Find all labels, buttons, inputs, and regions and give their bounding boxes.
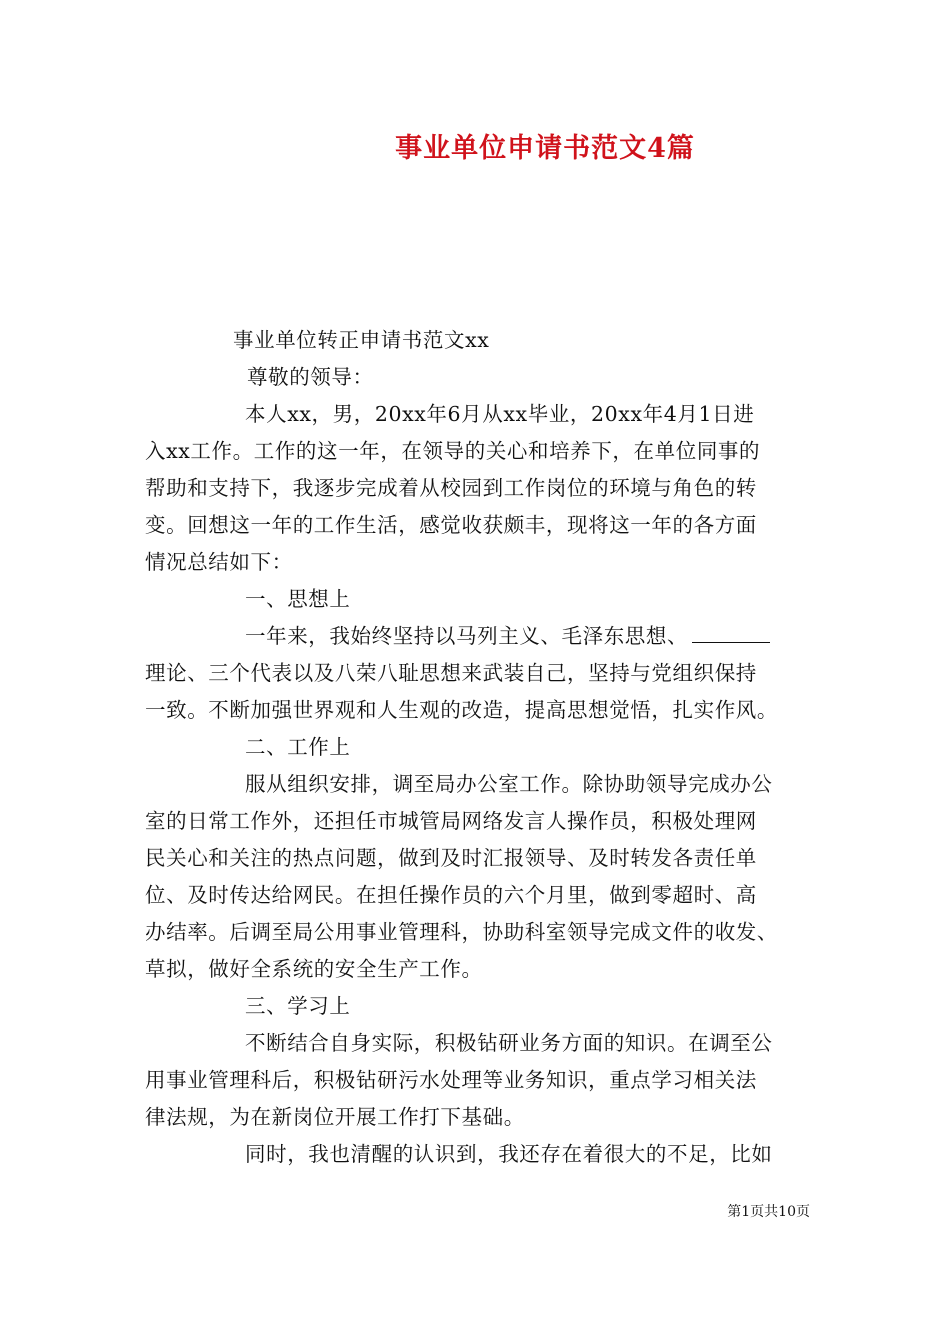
paragraph-line [145,618,810,655]
paragraph-line: 帮助和支持下，我逐步完成着从校园到工作岗位的环境与角色的转 [145,476,757,500]
paragraph-line: 律法规，为在新岗位开展工作打下基础。 [145,1105,525,1129]
paragraph-line: 理论、三个代表以及八荣八耻思想来武装自己，坚持与党组织保持 [145,661,757,685]
document-body [145,322,810,1173]
paragraph-line: 草拟，做好全系统的安全生产工作。 [145,957,483,981]
paragraph-line: 入xx工作。工作的这一年，在领导的关心和培养下，在单位同事的 [145,439,761,463]
paragraph-line: 变。回想这一年的工作生活，感觉收获颇丰，现将这一年的各方面 [145,513,757,537]
paragraph-line: 民关心和关注的热点问题，做到及时汇报领导、及时转发各责任单 [145,846,757,870]
section-heading: 一、思想上 [245,587,351,611]
paragraph-line: 本人xx，男，20xx年6月从xx毕业，20xx年4月1日进 [245,402,755,426]
paragraph-line: 一致。不断加强世界观和人生观的改造，提高思想觉悟，扎实作风。 [145,698,778,722]
paragraph-line: 不断结合自身实际，积极钻研业务方面的知识。在调至公 [245,1031,773,1055]
document-title: 事业单位申请书范文4篇 [395,133,695,164]
paragraph-line: 办结率。后调至局公用事业管理科，协助科室领导完成文件的收发、 [145,920,778,944]
paragraph-line: 情况总结如下： [145,550,293,574]
section-heading: 三、学习上 [245,994,351,1018]
section-heading: 二、工作上 [245,735,351,759]
paragraph-text: 一年来，我始终坚持以马列主义、毛泽东思想、 [245,624,689,648]
paragraph-line: 同时，我也清醒的认识到，我还存在着很大的不足，比如 [245,1142,773,1166]
greeting: 尊敬的领导： [247,365,374,389]
paragraph-line: 用事业管理科后，积极钻研污水处理等业务知识，重点学习相关法 [145,1068,757,1092]
blank-underline [692,620,770,643]
subtitle: 事业单位转正申请书范文xx [233,328,490,352]
paragraph-line: 服从组织安排，调至局办公室工作。除协助领导完成办公 [245,772,773,796]
paragraph-line: 位、及时传达给网民。在担任操作员的六个月里，做到零超时、高 [145,883,757,907]
page-number: 第1页共10页 [727,1204,810,1220]
paragraph-line: 室的日常工作外，还担任市城管局网络发言人操作员，积极处理网 [145,809,757,833]
